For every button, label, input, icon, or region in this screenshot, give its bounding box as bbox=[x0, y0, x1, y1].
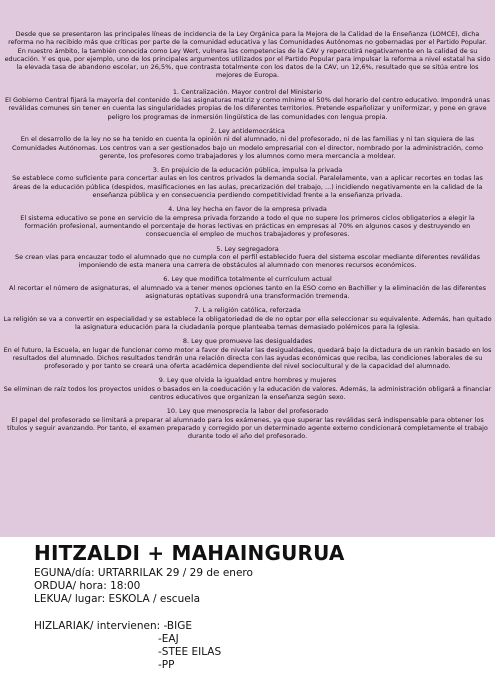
section-8 bbox=[3, 337, 492, 370]
section-3 bbox=[3, 166, 492, 199]
speaker-item: -BIGE bbox=[163, 619, 192, 632]
intro-paragraph bbox=[3, 30, 492, 80]
section-title: 3. En prejuicio de la educación pública, impulsa la privada bbox=[152, 166, 343, 175]
section-9 bbox=[3, 376, 492, 401]
section-2 bbox=[3, 127, 492, 160]
speakers-list bbox=[34, 620, 474, 673]
section-title: 7. L a religión católica, reforzada bbox=[194, 306, 301, 315]
section-1 bbox=[3, 88, 492, 121]
section-5 bbox=[3, 245, 492, 270]
event-date: EGUNA/día: URTARRILAK 29 / 29 de enero bbox=[34, 567, 253, 579]
section-4 bbox=[3, 205, 492, 238]
speakers-row bbox=[34, 620, 474, 633]
event-place: LEKUA/ lugar: ESKOLA / escuela bbox=[34, 593, 201, 606]
section-body: El sistema educativo se pone en servicio de la empresa privada forzando a todo el que no supere los primeros ciclos obligatorios a elegir la formación profesional, aumentando el porcentaje de horas lectivas en prácticas en empresas al 70% en algunos casos y destruyendo en consecuencia el empleo de muchos trabajadores y profesores. bbox=[20, 213, 475, 239]
section-title: 10. Ley que menosprecia la labor del profesorado bbox=[166, 407, 329, 416]
intro-text-1: Desde que se presentaron las principales líneas de incidencia de la Ley Orgánica para la Mejora de la Calidad de la Enseñanza (LOMCE), dicha reforma no ha recibido más que críticas por parte de la comunidad educativa y las Comunidades Autónomas no gobernadas por el Partido Popular. bbox=[8, 30, 487, 47]
section-title: 5. Ley segregadora bbox=[216, 244, 279, 253]
section-title: 1. Centralización. Mayor control del Ministerio bbox=[172, 87, 323, 96]
speaker-item: -STEE EILAS bbox=[158, 646, 222, 659]
section-6 bbox=[3, 275, 492, 300]
section-body: El Gobierno Central fijará la mayoría del contenido de las asignaturas matriz y como mínimo el 50% del horario del centro educativo. Impondrá unas reválidas comunes sin tener en cuenta las singularidades propias de los diferentes territorios. Pretende españolizar y uniformizar, y pone en grave peligro los programas de inmersión lingüística de las comunidades con lengua propia. bbox=[5, 96, 490, 121]
event-time: ORDUA/ hora: 18:00 bbox=[34, 580, 141, 593]
section-body: En el desarrollo de la ley no se ha tenido en cuenta la opinión ni del alumnado, ni del profesorado, ni de las familias y ni tan siquiera de las Comunidades Autónomas. Los centros van a ser gestionados bajo un modelo empresarial con el director, nombrado por la administración, como gerente, los profesores como trabajadores y los alumnos como mera mercancía a moldear. bbox=[12, 135, 483, 160]
speakers-label: HIZLARIAK/ intervienen: bbox=[34, 619, 164, 632]
intro-text-2: En nuestro ámbito, la también conocida como Ley Wert, vulnera las competencias de la CAV y repercutirá negativamente en la calidad de su educación. Y es que, por ejemplo, uno de los principales argumentos utilizados por el Partido Popular para impulsar la reforma a nivel estatal ha sido la elevada tasa de abandono escolar, un 26,5%, que contrasta totalmente con los datos de la CAV, un 12,6%, resultado que se sitúa entre los mejores de Europa. bbox=[4, 46, 491, 80]
speaker-item: -PP bbox=[158, 659, 175, 672]
section-body: Al recortar el número de asignaturas, el alumnado va a tener menos opciones tanto en la ESO como en Bachiller y la eliminación de las diferentes asignaturas optativas supondrá una transformación tremenda. bbox=[9, 283, 486, 301]
section-body: El papel del profesorado se limitará a preparar al alumnado para los exámenes, ya que superar las reválidas será indispensable para obtener los títulos y seguir avanzando. Por tanto, el examen preparado y corregido por un determinado agente externo condicionará completamente el trabajo durante todo el año del profesorado. bbox=[7, 415, 488, 441]
section-title: 2. Ley antidemocrática bbox=[210, 126, 285, 135]
section-body: Se crean vías para encauzar todo el alumnado que no cumpla con el perfil establecido fuera del sistema escolar mediante diferentes reválidas imponiendo de esta manera una carrera de obstáculos al alumnado con menores recursos económicos. bbox=[14, 252, 481, 270]
section-body: Se eliminan de raíz todos los proyectos unidos o basados en la coeducación y la educación de valores. Además, la administración obligará a financiar centros educativos que organizan la enseñanza según sexo. bbox=[3, 384, 492, 401]
event-title: HITZALDI + MAHAINGURUA bbox=[34, 541, 345, 565]
section-10 bbox=[3, 407, 492, 440]
section-body: En el futuro, la Escuela, en lugar de funcionar como motor a favor de nivelar las desigualdades, quedará bajo la dictadura de un rankin basado en los resultados del alumnado. Dichos resultados tendrán una relación directa con las ayudas económicas que reciba, las condiciones laborales de su profesorado y por tanto se creará una oferta académica dependiente del nivel sociocultural y de la capacidad del alumnado. bbox=[3, 345, 492, 371]
spacer bbox=[34, 607, 474, 620]
section-title: 9. Ley que olvida la igualdad entre hombres y mujeres bbox=[158, 376, 337, 385]
section-title: 8. Ley que promueve las desigualdades bbox=[182, 337, 313, 346]
section-title: 4. Una ley hecha en favor de la empresa privada bbox=[168, 205, 327, 214]
event-info bbox=[34, 541, 474, 672]
section-title: 6. Ley que modifica totalmente el currículum actual bbox=[163, 275, 332, 284]
section-7 bbox=[3, 306, 492, 331]
section-body: Se establece como suficiente para concertar aulas en los centros privados la demanda social. Paralelamente, van a aplicar recortes en todas las áreas de la educación pública (despidos, masificaciones en las aulas, precarización del trabajo, ...) incidiendo negativamente en la calidad de la enseñanza pública y en consecuencia perdiendo competitividad frente a la enseñanza privada. bbox=[12, 174, 483, 200]
section-body: La religión se va a convertir en especialidad y se establece la obligatoriedad de de no optar por ella seleccionar su equivalente. Además, han quitado la asignatura educación para la ciudadanía porque planteaba temas demasiado polémicos para la Iglesia. bbox=[3, 314, 492, 331]
speaker-item: -EAJ bbox=[158, 632, 179, 645]
